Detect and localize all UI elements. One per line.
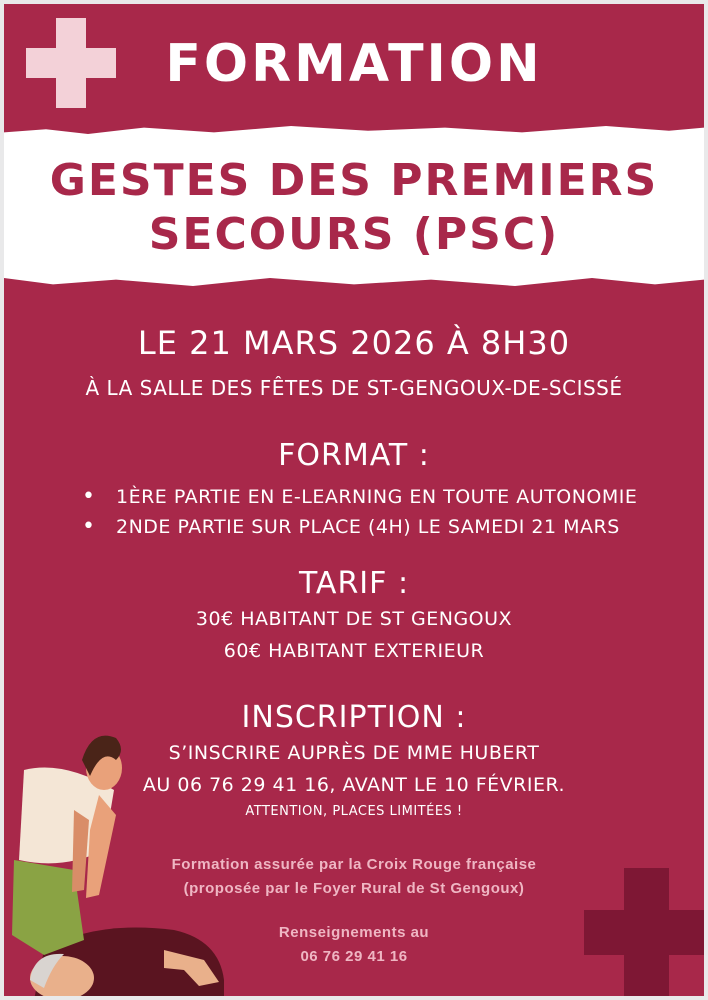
inscription-heading: INSCRIPTION : xyxy=(241,700,467,735)
format-heading: FORMAT : xyxy=(278,438,430,473)
event-date: LE 21 MARS 2026 À 8H30 xyxy=(137,324,571,362)
list-item: • 1ÈRE PARTIE EN E-LEARNING EN TOUTE AUTONOMIE xyxy=(82,482,682,512)
list-item: • 2NDE PARTIE SUR PLACE (4H) LE SAMEDI 21 MARS xyxy=(82,512,682,542)
event-venue: À LA SALLE DES FÊTES DE ST-GENGOUX-DE-SCISSÉ xyxy=(85,376,623,400)
tarif-resident: 30€ HABITANT DE ST GENGOUX xyxy=(195,608,513,630)
inscription-contact: S’INSCRIRE AUPRÈS DE MME HUBERT xyxy=(168,742,540,764)
main-title-line-1: GESTES DES PREMIERS xyxy=(49,155,659,206)
poster xyxy=(4,4,704,996)
tarif-external: 60€ HABITANT EXTERIEUR xyxy=(223,640,485,662)
tarif-heading: TARIF : xyxy=(298,566,410,601)
format-list xyxy=(82,482,682,542)
inscription-note: ATTENTION, PLACES LIMITÉES ! xyxy=(245,804,463,819)
credit-host: (proposée par le Foyer Rural de St Gengoux) xyxy=(183,880,525,897)
info-label: Renseignements au xyxy=(278,924,430,941)
info-phone: 06 76 29 41 16 xyxy=(300,948,408,965)
formation-heading: FORMATION xyxy=(165,34,543,94)
first-aid-cross-icon xyxy=(584,868,704,996)
main-title xyxy=(4,154,704,262)
credit-organizer: Formation assurée par la Croix Rouge française xyxy=(171,856,537,873)
cpr-rescuer-icon xyxy=(4,720,234,996)
inscription-phone-deadline: AU 06 76 29 41 16, AVANT LE 10 FÉVRIER. xyxy=(142,774,566,796)
main-title-line-2: SECOURS (PSC) xyxy=(148,209,560,260)
